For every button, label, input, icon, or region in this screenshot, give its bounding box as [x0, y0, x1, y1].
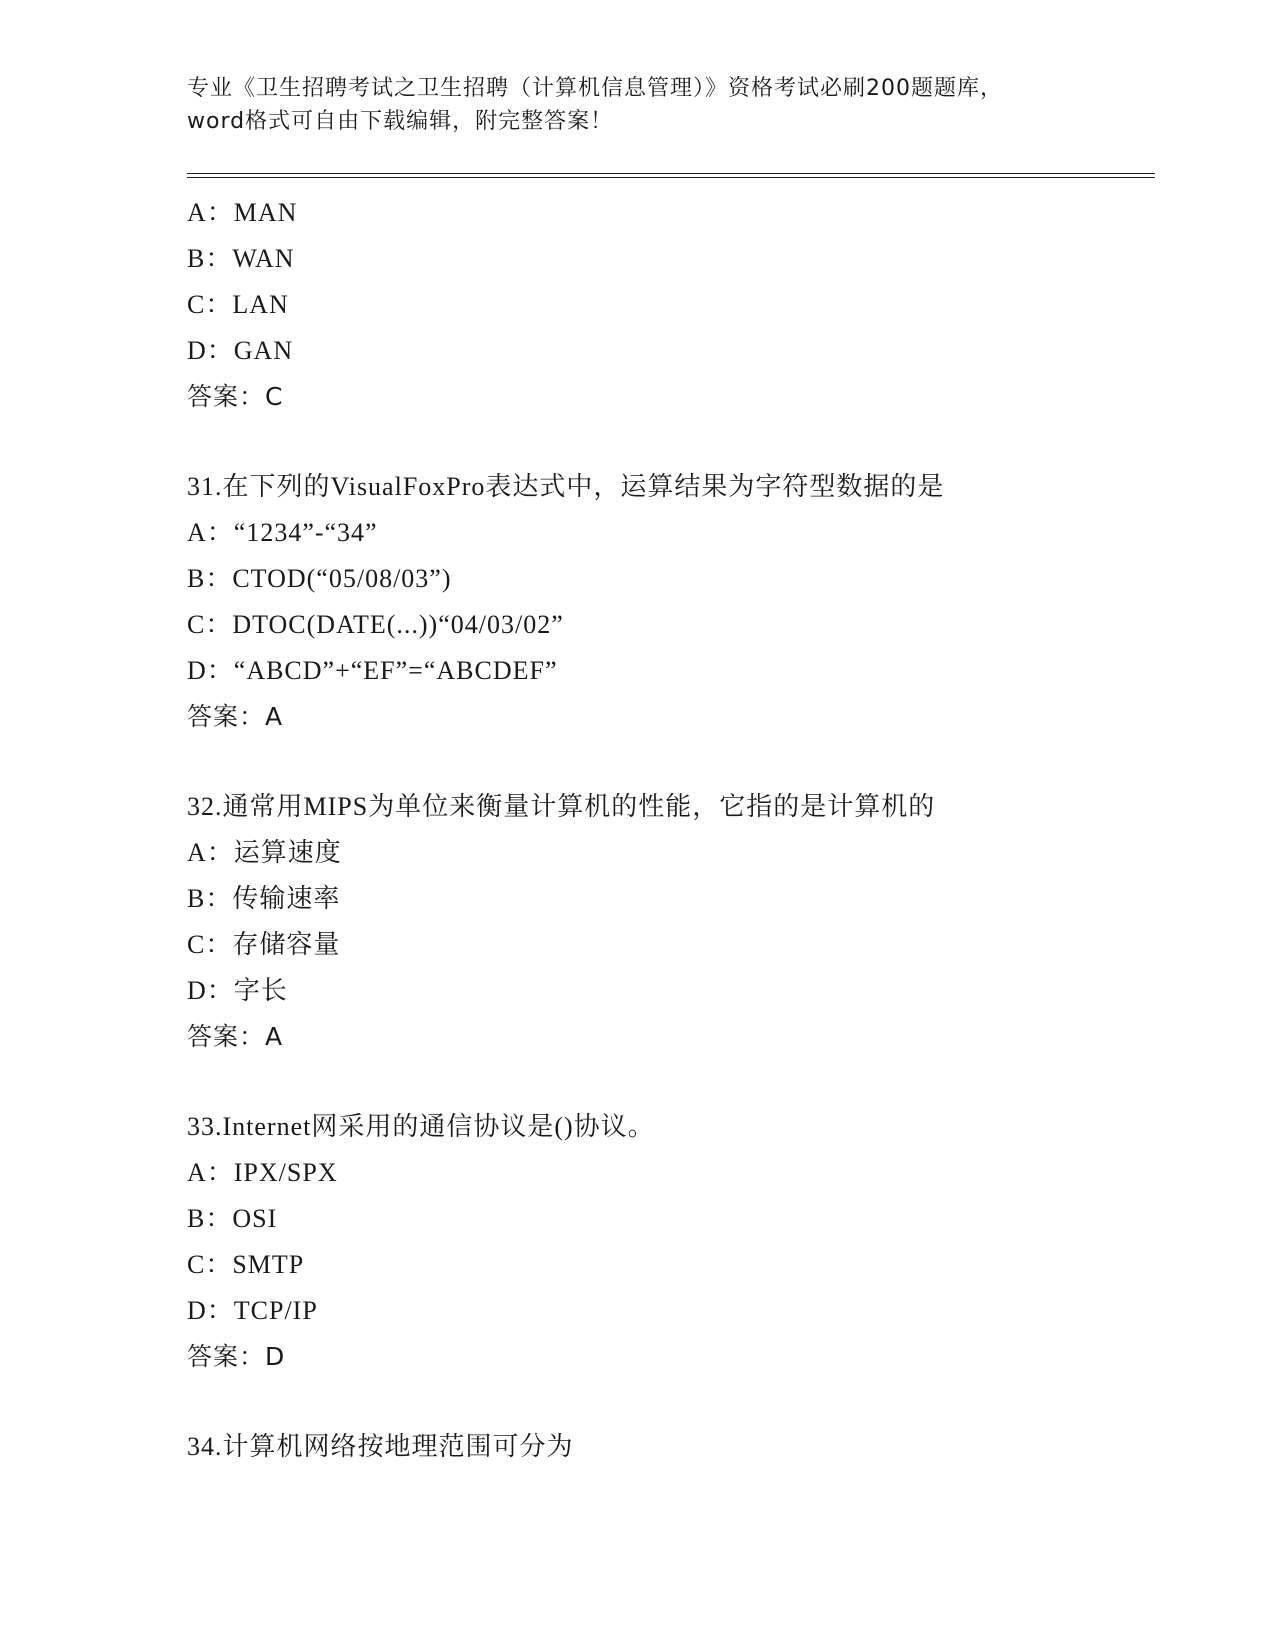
- question-block-33: [187, 1104, 1147, 1380]
- question-text: 33.Internet网采用的通信协议是()协议。: [187, 1112, 655, 1141]
- spacer: [187, 1380, 1147, 1424]
- option-d: D：字长: [187, 976, 288, 1005]
- question-text: 31.在下列的VisualFoxPro表达式中，运算结果为字符型数据的是: [187, 472, 945, 501]
- header-line-2: word格式可自由下载编辑，附完整答案！: [187, 109, 614, 134]
- question-block-31: [187, 464, 1147, 740]
- option-d: D：TCP/IP: [187, 1296, 318, 1325]
- option-b: B：传输速率: [187, 884, 341, 913]
- option-c: C：DTOC(DATE(...))“04/03/02”: [187, 610, 564, 639]
- option-a: A：MAN: [187, 198, 298, 227]
- spacer: [187, 420, 1147, 464]
- option-a: A：“1234”-“34”: [187, 518, 378, 547]
- header-line-1: 专业《卫生招聘考试之卫生招聘（计算机信息管理）》资格考试必刷200题题库，: [187, 76, 1003, 101]
- option-a: A：IPX/SPX: [187, 1158, 338, 1187]
- header-rule-top: [187, 173, 1155, 174]
- option-b: B：WAN: [187, 244, 295, 273]
- option-d: D：“ABCD”+“EF”=“ABCDEF”: [187, 656, 558, 685]
- question-block-32: [187, 784, 1147, 1060]
- document-header: [187, 72, 1087, 138]
- spacer: [187, 740, 1147, 784]
- question-list: [187, 190, 1147, 1470]
- question-block-30: [187, 190, 1147, 420]
- answer-line: 答案：A: [187, 1022, 284, 1051]
- question-text: 34.计算机网络按地理范围可分为: [187, 1432, 574, 1461]
- question-block-34: [187, 1424, 1147, 1470]
- spacer: [187, 1060, 1147, 1104]
- option-b: B：CTOD(“05/08/03”): [187, 564, 452, 593]
- option-b: B：OSI: [187, 1204, 278, 1233]
- answer-line: 答案：C: [187, 382, 284, 411]
- header-rule-bottom: [187, 177, 1155, 178]
- option-c: C：存储容量: [187, 930, 341, 959]
- question-text: 32.通常用MIPS为单位来衡量计算机的性能，它指的是计算机的: [187, 792, 936, 821]
- option-d: D：GAN: [187, 336, 294, 365]
- answer-line: 答案：D: [187, 1342, 286, 1371]
- answer-line: 答案：A: [187, 702, 284, 731]
- option-c: C：LAN: [187, 290, 289, 319]
- option-a: A：运算速度: [187, 838, 342, 867]
- option-c: C：SMTP: [187, 1250, 305, 1279]
